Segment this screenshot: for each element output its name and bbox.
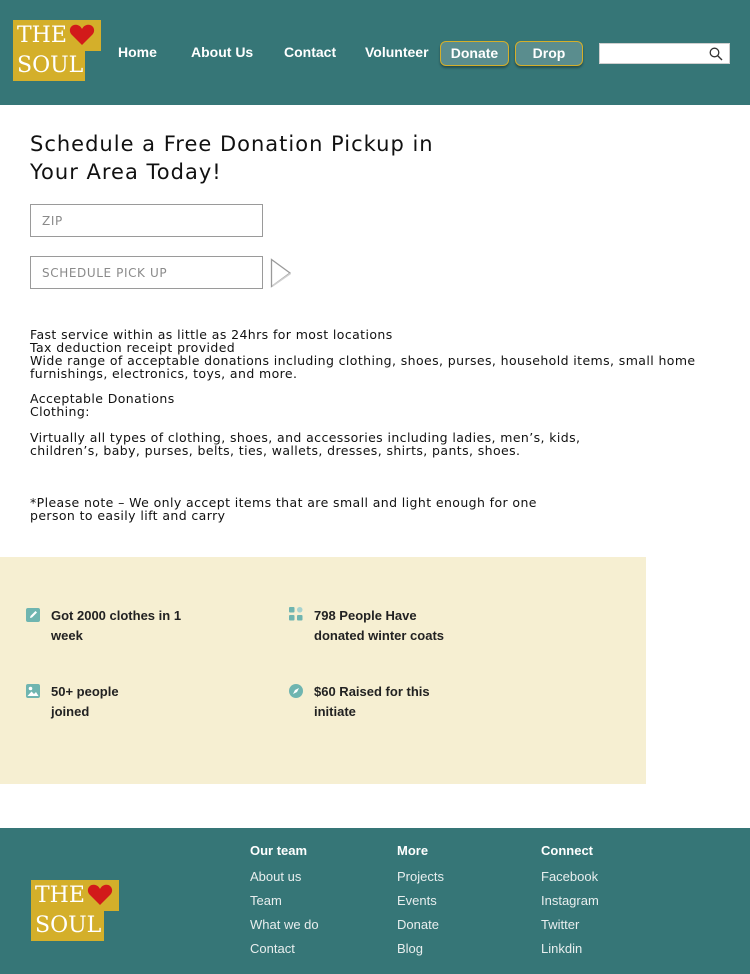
donate-button[interactable]: Donate — [440, 41, 509, 66]
logo-text-soul: SOUL — [17, 53, 84, 78]
stat-item — [51, 606, 181, 646]
heart-icon — [69, 24, 95, 46]
footer-link-events[interactable]: Events — [397, 893, 437, 908]
footer-link-donate[interactable]: Donate — [397, 917, 439, 932]
acceptable-donations — [30, 392, 710, 418]
stat-line: week — [51, 628, 83, 643]
info-line: Tax deduction receipt provided — [30, 340, 236, 355]
site-footer — [0, 828, 750, 974]
submit-arrow-icon[interactable] — [270, 258, 292, 288]
footer-link-blog[interactable]: Blog — [397, 941, 424, 956]
zip-input[interactable] — [30, 204, 263, 237]
footer-link-contact[interactable]: Contact — [250, 941, 295, 956]
info-line: Fast service within as little as 24hrs for most locations — [30, 327, 393, 342]
site-header — [0, 0, 750, 105]
logo-text-the: THE — [35, 883, 85, 908]
pencil-icon — [26, 608, 40, 622]
nav-about-us[interactable]: About Us — [191, 44, 254, 60]
image-icon — [26, 684, 40, 698]
stat-line: Got 2000 clothes in 1 — [51, 608, 182, 623]
footer-heading-more: More — [397, 843, 429, 858]
footer-link-instagram[interactable]: Instagram — [541, 893, 599, 908]
info-line: Wide range of acceptable donations including clothing, shoes, purses, household items, small home furnishings, electronics, toys, and more. — [30, 353, 696, 381]
stat-item — [314, 606, 444, 646]
pickup-note: *Please note – We only accept items that are small and light enough for one person to easily lift and carry — [30, 495, 537, 523]
footer-heading-connect: Connect — [541, 843, 593, 858]
footer-link-projects[interactable]: Projects — [397, 869, 444, 884]
search-box — [599, 43, 730, 64]
nav-contact[interactable]: Contact — [284, 44, 337, 60]
stat-line: 798 People Have — [314, 608, 417, 623]
nav-volunteer[interactable]: Volunteer — [365, 44, 429, 60]
drop-button[interactable]: Drop — [515, 41, 583, 66]
footer-link-facebook[interactable]: Facebook — [541, 869, 599, 884]
footer-link-team[interactable]: Team — [250, 893, 282, 908]
service-info — [30, 328, 710, 380]
nav-home[interactable]: Home — [118, 44, 157, 60]
clothing-label: Clothing: — [30, 404, 90, 419]
grid-icon — [289, 607, 303, 621]
search-icon[interactable] — [709, 47, 723, 61]
search-input[interactable] — [600, 44, 705, 63]
schedule-pickup-input[interactable] — [30, 256, 263, 289]
stat-line: initiate — [314, 704, 356, 719]
page-title: Schedule a Free Donation Pickup in Your Area Today! — [30, 132, 434, 184]
footer-link-twitter[interactable]: Twitter — [541, 917, 580, 932]
acceptable-heading: Acceptable Donations — [30, 391, 175, 406]
stat-line: joined — [51, 704, 90, 719]
footer-heading-our-team: Our team — [250, 843, 308, 858]
heart-icon — [87, 884, 113, 906]
logo-text-the: THE — [17, 23, 67, 48]
footer-link-linkdin[interactable]: Linkdin — [541, 941, 583, 956]
stat-line: 50+ people — [51, 684, 119, 699]
stat-line: $60 Raised for this — [314, 684, 430, 699]
compass-icon — [289, 684, 303, 698]
stat-item — [314, 682, 430, 722]
footer-link-what-we-do[interactable]: What we do — [250, 917, 319, 932]
stat-item — [51, 682, 119, 722]
stat-line: donated winter coats — [314, 628, 445, 643]
footer-link-about-us[interactable]: About us — [250, 869, 302, 884]
logo-text-soul: SOUL — [35, 913, 102, 938]
stats-band — [0, 557, 646, 784]
clothing-description: Virtually all types of clothing, shoes, and accessories including ladies, men’s, kids, children’s, baby, purses, belts, ties, wallets, dresses, shirts, pants, shoes. — [30, 430, 581, 458]
